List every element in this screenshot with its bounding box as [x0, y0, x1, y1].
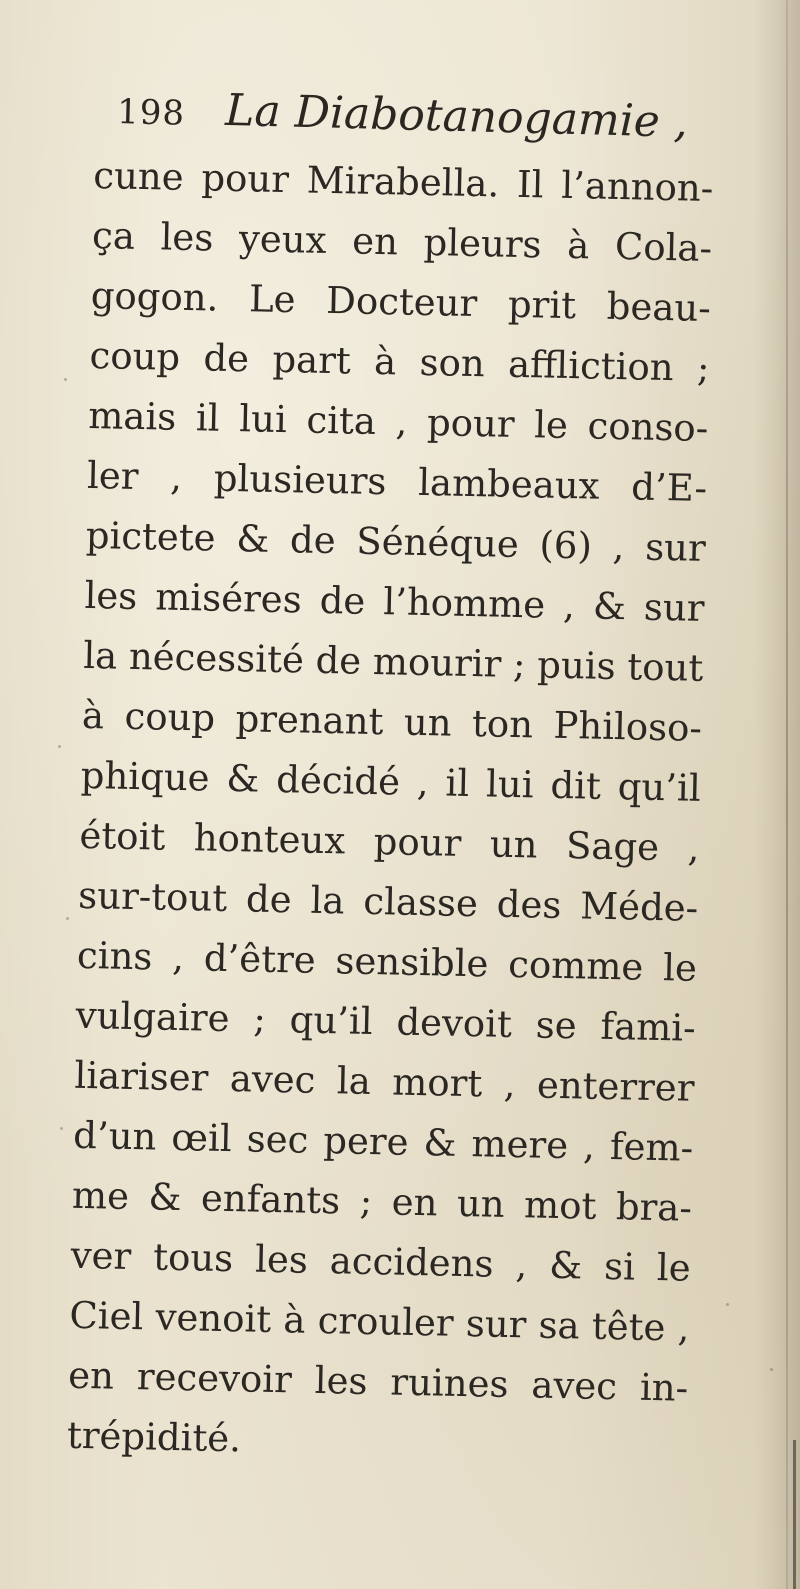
text-line: ler , plusieurs lambeaux d’E-: [86, 453, 708, 510]
text-line: cins , d’être sensible comme le: [76, 933, 698, 990]
text-line: ver tous les accidens , & si le: [70, 1233, 692, 1290]
paper-speck: [726, 1303, 729, 1306]
text-line: vulgaire ; qu’il devoit se fami-: [75, 993, 697, 1050]
text-line: Ciel venoit à crouler sur sa tête ,: [69, 1293, 690, 1350]
text-line: gogon. Le Docteur prit beau-: [90, 273, 712, 330]
text-line: sur-tout de la classe des Méde-: [77, 873, 699, 930]
text-line: d’un œil sec pere & mere , fem-: [72, 1113, 694, 1170]
text-line: à coup prenant un ton Philoso-: [81, 693, 703, 750]
text-line: les miséres de l’homme , & sur: [84, 573, 705, 630]
paper-speck: [66, 917, 69, 920]
text-line: phique & décidé , il lui dit qu’il: [80, 753, 702, 810]
text-line: en recevoir les ruines avec in-: [67, 1353, 689, 1410]
text-line: liariser avec la mort , enterrer: [74, 1053, 695, 1110]
text-line: me & enfants ; en un mot bra-: [71, 1173, 693, 1230]
paper-speck: [58, 745, 61, 748]
page-header: [116, 82, 689, 156]
text-line: pictete & de Sénéque (6) , sur: [85, 513, 707, 570]
text-line: étoit honteux pour un Sage ,: [79, 813, 700, 870]
paper-speck: [770, 1368, 773, 1371]
paper-speck: [60, 1127, 63, 1130]
gutter-edge-mark: [793, 1440, 796, 1589]
text-line: cune pour Mirabella. Il l’annon-: [92, 153, 714, 210]
paper-speck: [64, 378, 67, 381]
text-line: ça les yeux en pleurs à Cola-: [91, 213, 713, 270]
text-line: trépidité.: [66, 1413, 242, 1461]
running-title: La Diabotanogamie ,: [224, 84, 689, 148]
text-line: mais il lui cita , pour le conso-: [87, 393, 709, 450]
text-line: coup de part à son affliction ;: [89, 333, 710, 390]
binding-gutter: [754, 0, 800, 1589]
page-number: 198: [116, 91, 186, 134]
gutter-shadow-line: [786, 0, 788, 1589]
text-line: la nécessité de mourir ; puis tout: [82, 633, 704, 690]
